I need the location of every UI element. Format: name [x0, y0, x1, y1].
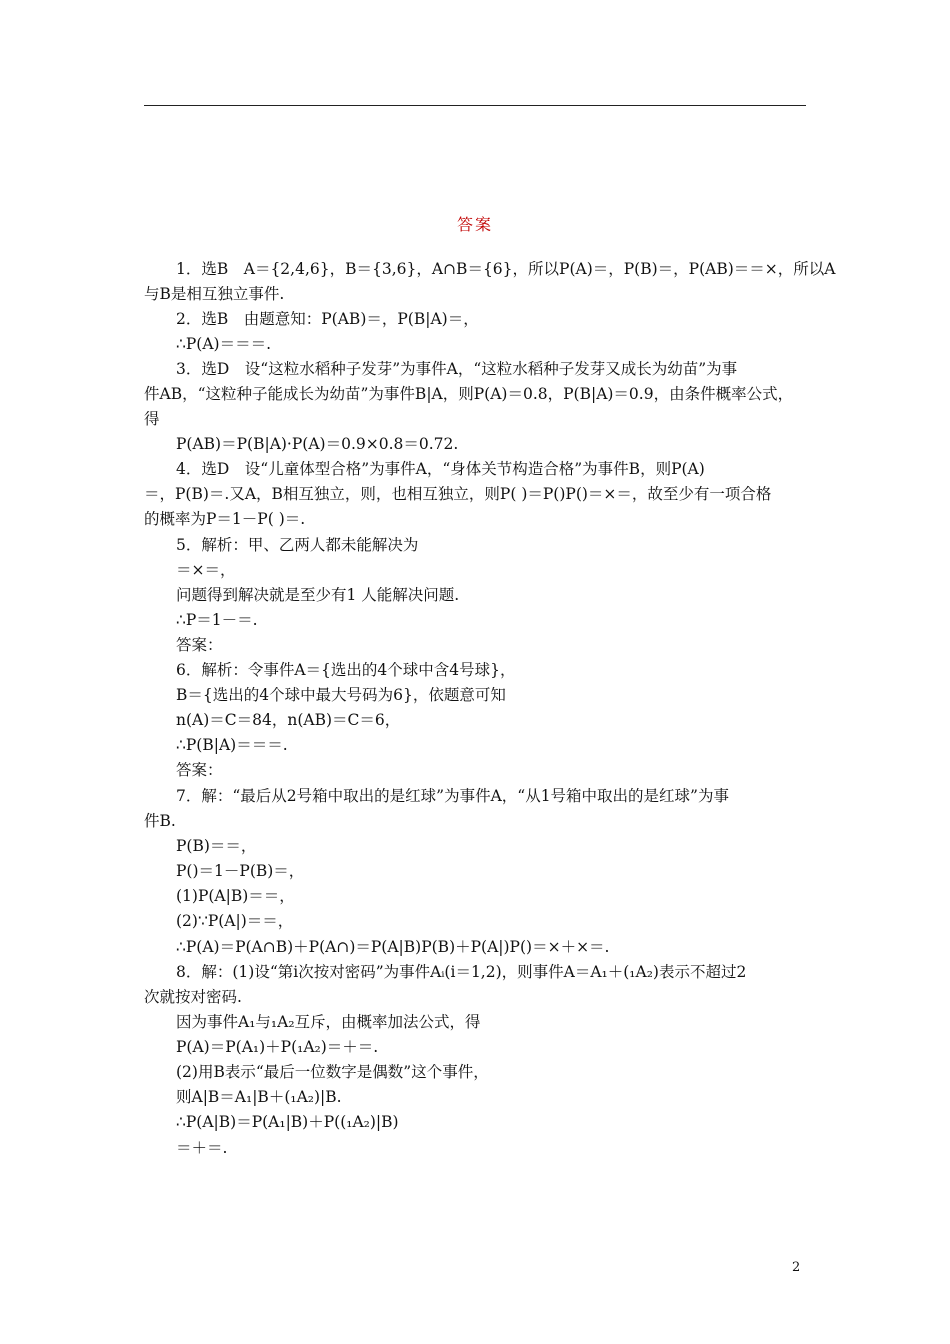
text-line: 则A|B＝A₁|B＋(₁A₂)|B.: [176, 1088, 342, 1106]
text-line: n(A)＝C＝84，n(AB)＝C＝6，: [176, 711, 401, 729]
text-line: ∴P(A|B)＝P(A₁|B)＋P((₁A₂)|B): [176, 1113, 399, 1131]
text-line: 6．解析：令事件A＝{选出的4个球中含4号球}，: [176, 661, 516, 679]
text-line: ∴P(A)＝P(A∩B)＋P(A∩)＝P(A|B)P(B)＋P(A|)P()＝×＋×＝.: [176, 938, 610, 956]
text-line: 1．选B A＝{2,4,6}，B＝{3,6}，A∩B＝{6}，所以P(A)＝，P(B)＝，P(AB)＝＝×，所以A: [176, 260, 836, 278]
text-line: 件AB，“这粒种子能成长为幼苗”为事件B|A，则P(A)＝0.8，P(B|A)＝0.9，由条件概率公式，: [144, 385, 794, 403]
text-line: 5．解析：甲、乙两人都未能解决为: [176, 536, 419, 554]
header-rule: [144, 105, 806, 106]
text-line: 次就按对密码.: [144, 988, 242, 1006]
text-line: P(A)＝P(A₁)＋P(₁A₂)＝＋＝.: [176, 1038, 379, 1056]
text-line: 3．选D 设“这粒水稻种子发芽”为事件A，“这粒水稻种子发芽又成长为幼苗”为事: [176, 360, 738, 378]
text-line: (2)用B表示“最后一位数字是偶数”这个事件，: [176, 1063, 489, 1081]
text-line: 的概率为P＝1－P( )＝.: [144, 510, 306, 528]
text-line: ＝＋＝.: [176, 1139, 228, 1157]
text-line: P()＝1－P(B)＝，: [176, 862, 305, 880]
text-line: ∴P(B|A)＝＝＝.: [176, 736, 288, 754]
text-line: 答案：: [176, 761, 223, 779]
text-line: P(B)＝＝，: [176, 837, 257, 855]
page-number: 2: [792, 1260, 801, 1275]
text-line: 与B是相互独立事件.: [144, 285, 285, 303]
text-line: 问题得到解决就是至少有1 人能解决问题.: [176, 586, 460, 604]
text-line: ＝×＝，: [176, 561, 236, 579]
text-line: 件B.: [144, 812, 176, 830]
text-line: 得: [144, 410, 160, 428]
text-line: B＝{选出的4个球中最大号码为6}，依题意可知: [176, 686, 506, 704]
text-line: 2．选B 由题意知：P(AB)＝，P(B|A)＝，: [176, 310, 479, 328]
text-line: 答案：: [176, 636, 223, 654]
text-line: ＝，P(B)＝.又A，B相互独立，则，也相互独立，则P( )＝P()P()＝×＝，故至少有一项合格: [144, 485, 772, 503]
text-line: ∴P(A)＝＝＝.: [176, 335, 272, 353]
text-line: (1)P(A|B)＝＝，: [176, 887, 295, 905]
text-line: 7．解：“最后从2号箱中取出的是红球”为事件A，“从1号箱中取出的是红球”为事: [176, 787, 729, 805]
text-line: 因为事件A₁与₁A₂互斥，由概率加法公式，得: [176, 1013, 481, 1031]
text-line: P(AB)＝P(B|A)·P(A)＝0.9×0.8＝0.72.: [176, 435, 459, 453]
text-line: 8．解：(1)设“第i次按对密码”为事件Aᵢ(i＝1,2)，则事件A＝A₁＋(₁A₂)表示不超过2: [176, 963, 747, 981]
text-line: ∴P＝1－＝.: [176, 611, 258, 629]
page-title: 答案: [456, 215, 493, 234]
text-line: (2)∵P(A|)＝＝，: [176, 912, 294, 930]
text-line: 4．选D 设“儿童体型合格”为事件A，“身体关节构造合格”为事件B，则P(A): [176, 460, 705, 478]
